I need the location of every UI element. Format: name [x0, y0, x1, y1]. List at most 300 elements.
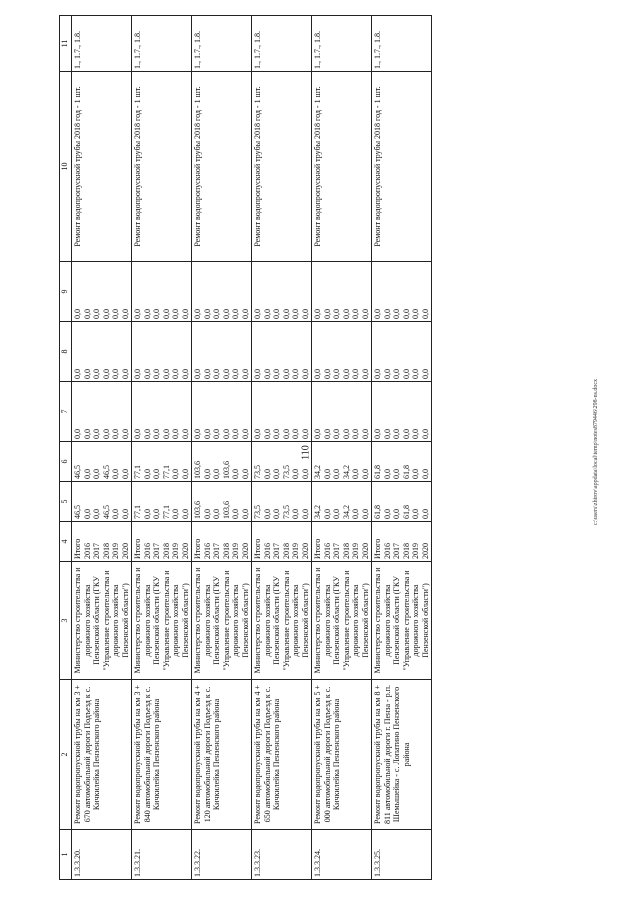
other-sources-cell: [192, 262, 252, 322]
value-line: 0,0: [120, 369, 130, 379]
value-line: 0,0: [92, 509, 101, 519]
value-line: 0,0: [142, 309, 152, 319]
indicator-refs: 1., 1.7., 1.8.: [252, 16, 312, 72]
value-line: 0,0: [82, 429, 92, 439]
value-line: 0,0: [341, 309, 351, 319]
value-line: 2016: [262, 543, 272, 559]
value-line: 46,5: [73, 465, 82, 479]
value-line: 2020: [300, 543, 310, 559]
value-line: 0,0: [240, 309, 250, 319]
value-line: 2019: [231, 543, 240, 559]
years-cell: [132, 522, 192, 562]
value-line: 61,8: [373, 505, 382, 519]
years-cell: [72, 522, 132, 562]
value-line: 0,0: [111, 429, 120, 439]
value-line: 103,6: [221, 501, 231, 519]
value-line: 0,0: [382, 309, 392, 319]
value-line: 0,0: [101, 429, 111, 439]
value-line: 0,0: [411, 509, 420, 519]
col-header: 5: [60, 482, 72, 522]
value-line: 0,0: [152, 509, 161, 519]
value-line: 77,1: [161, 465, 171, 479]
value-line: Итого: [193, 538, 202, 559]
value-line: Итого: [73, 538, 82, 559]
value-line: 0,0: [351, 509, 360, 519]
value-line: 0,0: [133, 369, 142, 379]
value-line: 61,8: [401, 505, 411, 519]
value-line: 0,0: [240, 469, 250, 479]
value-line: 0,0: [82, 469, 92, 479]
value-line: 2019: [411, 543, 420, 559]
value-line: 2019: [111, 543, 120, 559]
total-funding-cell: [192, 482, 252, 522]
value-line: 0,0: [262, 429, 272, 439]
value-line: 0,0: [82, 369, 92, 379]
federal-budget-cell: [192, 382, 252, 442]
value-line: 0,0: [341, 429, 351, 439]
value-line: 0,0: [120, 429, 130, 439]
total-funding-cell: [132, 482, 192, 522]
row-number: 1.3.3.24.: [312, 830, 372, 880]
value-line: 0,0: [180, 369, 190, 379]
indicator-refs: 1., 1.7., 1.8.: [372, 16, 432, 72]
local-budget-cell: [372, 322, 432, 382]
years-cell: [312, 522, 372, 562]
measure-name: Ремонт водопропускной трубы на км 3 + 670 автомобильной дороги Подъезд к с. Кичкилейка Пензенского района: [72, 680, 132, 830]
col-header: 6: [60, 442, 72, 482]
value-line: 0,0: [253, 429, 262, 439]
other-sources-cell: [72, 262, 132, 322]
value-line: 34,2: [341, 505, 351, 519]
indicator-refs: 1., 1.7., 1.8.: [312, 16, 372, 72]
table-row: [72, 16, 132, 880]
local-budget-cell: [132, 322, 192, 382]
local-budget-cell: [192, 322, 252, 382]
value-line: 2018: [401, 543, 411, 559]
value-line: 73,5: [253, 505, 262, 519]
value-line: 46,5: [73, 505, 82, 519]
value-line: 0,0: [322, 309, 332, 319]
col-header: 2: [60, 680, 72, 830]
regional-budget-cell: [192, 442, 252, 482]
value-line: 0,0: [202, 309, 212, 319]
indicator-refs: 1., 1.7., 1.8.: [72, 16, 132, 72]
value-line: 73,5: [253, 465, 262, 479]
value-line: 0,0: [420, 309, 430, 319]
value-line: 0,0: [253, 369, 262, 379]
value-line: 0,0: [240, 509, 250, 519]
value-line: 0,0: [291, 509, 300, 519]
rotated-page-content: [59, 16, 587, 880]
value-line: 0,0: [322, 469, 332, 479]
value-line: 73,5: [281, 505, 291, 519]
header-row: [60, 16, 72, 880]
value-line: 0,0: [382, 509, 392, 519]
local-budget-cell: [252, 322, 312, 382]
value-line: 0,0: [300, 429, 310, 439]
value-line: 0,0: [360, 369, 370, 379]
col-header: 4: [60, 522, 72, 562]
indicator-refs: 1., 1.7., 1.8.: [132, 16, 192, 72]
value-line: 0,0: [212, 429, 221, 439]
federal-budget-cell: [72, 382, 132, 442]
executor: Министерство строительства и дорожного хозяйства Пензенской области (ГКУ "Управление строительства и дорожного хозяйства Пензенской области"): [192, 562, 252, 680]
value-line: 0,0: [411, 429, 420, 439]
value-line: 0,0: [332, 469, 341, 479]
value-line: 0,0: [111, 369, 120, 379]
value-line: 2017: [272, 543, 281, 559]
executor: Министерство строительства и дорожного хозяйства Пензенской области (ГКУ "Управление строительства и дорожного хозяйства Пензенской области"): [252, 562, 312, 680]
other-sources-cell: [312, 262, 372, 322]
value-line: 0,0: [291, 469, 300, 479]
value-line: 0,0: [373, 309, 382, 319]
value-line: 2016: [82, 543, 92, 559]
executor: Министерство строительства и дорожного хозяйства Пензенской области (ГКУ "Управление строительства и дорожного хозяйства Пензенской области"): [372, 562, 432, 680]
value-line: 0,0: [171, 469, 180, 479]
value-line: 0,0: [180, 469, 190, 479]
value-line: 0,0: [392, 369, 401, 379]
value-line: 0,0: [332, 429, 341, 439]
col-header: 1: [60, 830, 72, 880]
indicator-refs: 1., 1.7., 1.8.: [192, 16, 252, 72]
value-line: 2017: [212, 543, 221, 559]
value-line: 0,0: [221, 309, 231, 319]
value-line: 103,6: [193, 461, 202, 479]
value-line: 0,0: [322, 509, 332, 519]
value-line: 0,0: [322, 369, 332, 379]
value-line: 61,8: [373, 465, 382, 479]
value-line: 0,0: [152, 469, 161, 479]
value-line: 2019: [351, 543, 360, 559]
regional-budget-cell: [132, 442, 192, 482]
value-line: 0,0: [212, 509, 221, 519]
value-line: Итого: [133, 538, 142, 559]
value-line: 0,0: [193, 309, 202, 319]
regional-budget-cell: [252, 442, 312, 482]
value-line: 0,0: [360, 469, 370, 479]
value-line: 0,0: [300, 369, 310, 379]
value-line: 103,6: [221, 461, 231, 479]
value-line: 77,1: [133, 465, 142, 479]
expected-result: Ремонт водопропускной трубы 2018 год - 1 шт.: [132, 72, 192, 262]
value-line: 0,0: [180, 309, 190, 319]
value-line: 0,0: [142, 369, 152, 379]
value-line: 0,0: [212, 469, 221, 479]
row-number: 1.3.3.22.: [192, 830, 252, 880]
value-line: 0,0: [231, 309, 240, 319]
value-line: 0,0: [111, 469, 120, 479]
value-line: 0,0: [281, 369, 291, 379]
value-line: 2019: [291, 543, 300, 559]
value-line: 0,0: [202, 469, 212, 479]
value-line: 0,0: [291, 309, 300, 319]
value-line: 34,2: [341, 465, 351, 479]
value-line: 0,0: [322, 429, 332, 439]
value-line: 2018: [281, 543, 291, 559]
federal-budget-cell: [312, 382, 372, 442]
measure-name: Ремонт водопропускной трубы на км 8 + 811 автомобильной дороги г. Пенза - р.п. Шемышейка - с. Лопатино Пензенского района: [372, 680, 432, 830]
value-line: 0,0: [253, 309, 262, 319]
expected-result: Ремонт водопропускной трубы 2018 год - 1 шт.: [312, 72, 372, 262]
value-line: 0,0: [120, 509, 130, 519]
value-line: 0,0: [272, 469, 281, 479]
value-line: 0,0: [262, 469, 272, 479]
years-cell: [372, 522, 432, 562]
value-line: 0,0: [262, 309, 272, 319]
value-line: 34,2: [313, 505, 322, 519]
value-line: 77,1: [133, 505, 142, 519]
value-line: 0,0: [382, 429, 392, 439]
value-line: 0,0: [231, 469, 240, 479]
row-number: 1.3.3.25.: [372, 830, 432, 880]
value-line: 0,0: [392, 509, 401, 519]
value-line: 0,0: [392, 309, 401, 319]
regional-budget-cell: [72, 442, 132, 482]
value-line: 0,0: [420, 509, 430, 519]
col-header: 11: [60, 16, 72, 72]
value-line: 0,0: [351, 309, 360, 319]
value-line: 0,0: [212, 309, 221, 319]
federal-budget-cell: [132, 382, 192, 442]
value-line: 0,0: [202, 509, 212, 519]
footer-file-path: c:\users\zhirov\appdata\local\temp\notes879446\298-ns.docx: [593, 378, 599, 526]
value-line: 0,0: [73, 309, 82, 319]
years-cell: [192, 522, 252, 562]
value-line: 0,0: [111, 309, 120, 319]
value-line: 0,0: [360, 429, 370, 439]
value-line: 0,0: [92, 309, 101, 319]
row-number: 1.3.3.20.: [72, 830, 132, 880]
regional-budget-cell: [372, 442, 432, 482]
executor: Министерство строительства и дорожного хозяйства Пензенской области (ГКУ "Управление строительства и дорожного хозяйства Пензенской области"): [312, 562, 372, 680]
table-row: [132, 16, 192, 880]
value-line: 0,0: [332, 369, 341, 379]
value-line: 0,0: [401, 309, 411, 319]
value-line: 2020: [360, 543, 370, 559]
regional-budget-cell: [312, 442, 372, 482]
measure-name: Ремонт водопропускной трубы на км 4 + 120 автомобильной дороги Подъезд к с. Кичкилейка Пензенского района: [192, 680, 252, 830]
value-line: 2016: [382, 543, 392, 559]
value-line: 0,0: [313, 429, 322, 439]
value-line: 0,0: [262, 369, 272, 379]
value-line: 2018: [341, 543, 351, 559]
value-line: 2020: [420, 543, 430, 559]
value-line: 61,8: [401, 465, 411, 479]
value-line: 0,0: [360, 509, 370, 519]
value-line: 0,0: [73, 369, 82, 379]
value-line: 77,1: [161, 505, 171, 519]
years-cell: [252, 522, 312, 562]
value-line: 0,0: [411, 309, 420, 319]
value-line: 2020: [240, 543, 250, 559]
value-line: 0,0: [332, 509, 341, 519]
value-line: 0,0: [373, 369, 382, 379]
value-line: 0,0: [142, 429, 152, 439]
value-line: 0,0: [73, 429, 82, 439]
value-line: 0,0: [152, 309, 161, 319]
value-line: 0,0: [401, 429, 411, 439]
executor: Министерство строительства и дорожного хозяйства Пензенской области (ГКУ "Управление строительства и дорожного хозяйства Пензенской области"): [132, 562, 192, 680]
value-line: 0,0: [300, 509, 310, 519]
value-line: 2018: [161, 543, 171, 559]
value-line: 0,0: [101, 369, 111, 379]
value-line: 0,0: [92, 369, 101, 379]
value-line: 103,6: [193, 501, 202, 519]
value-line: 0,0: [161, 369, 171, 379]
value-line: 0,0: [82, 309, 92, 319]
value-line: 2017: [392, 543, 401, 559]
total-funding-cell: [372, 482, 432, 522]
value-line: 0,0: [202, 429, 212, 439]
value-line: 0,0: [221, 429, 231, 439]
value-line: 0,0: [401, 369, 411, 379]
expected-result: Ремонт водопропускной трубы 2018 год - 1 шт.: [372, 72, 432, 262]
value-line: 2016: [202, 543, 212, 559]
table-row: [312, 16, 372, 880]
value-line: 0,0: [240, 369, 250, 379]
value-line: Итого: [253, 538, 262, 559]
value-line: 0,0: [392, 429, 401, 439]
value-line: 0,0: [262, 509, 272, 519]
federal-budget-cell: [252, 382, 312, 442]
value-line: 0,0: [382, 469, 392, 479]
value-line: 0,0: [411, 369, 420, 379]
local-budget-cell: [72, 322, 132, 382]
value-line: 0,0: [193, 429, 202, 439]
value-line: 2016: [142, 543, 152, 559]
value-line: 2017: [92, 543, 101, 559]
value-line: 2018: [101, 543, 111, 559]
value-line: 0,0: [272, 429, 281, 439]
value-line: 0,0: [300, 469, 310, 479]
value-line: 0,0: [382, 369, 392, 379]
value-line: 0,0: [92, 429, 101, 439]
table-row: [372, 16, 432, 880]
value-line: 0,0: [161, 429, 171, 439]
expected-result: Ремонт водопропускной трубы 2018 год - 1 шт.: [192, 72, 252, 262]
value-line: 2019: [171, 543, 180, 559]
value-line: 0,0: [101, 309, 111, 319]
value-line: 0,0: [171, 509, 180, 519]
value-line: 2017: [332, 543, 341, 559]
executor: Министерство строительства и дорожного хозяйства Пензенской области (ГКУ "Управление строительства и дорожного хозяйства Пензенской области"): [72, 562, 132, 680]
value-line: 0,0: [272, 369, 281, 379]
value-line: 0,0: [411, 469, 420, 479]
measure-name: Ремонт водопропускной трубы на км 3 + 840 автомобильной дороги Подъезд к с. Кичкилейка Пензенского района: [132, 680, 192, 830]
value-line: 0,0: [332, 309, 341, 319]
value-line: 0,0: [142, 509, 152, 519]
value-line: 0,0: [351, 429, 360, 439]
value-line: 0,0: [272, 509, 281, 519]
other-sources-cell: [132, 262, 192, 322]
measure-name: Ремонт водопропускной трубы на км 5 + 000 автомобильной дороги Подъезд к с. Кичкилейка Пензенского района: [312, 680, 372, 830]
value-line: 0,0: [82, 509, 92, 519]
value-line: Итого: [313, 538, 322, 559]
other-sources-cell: [372, 262, 432, 322]
value-line: 0,0: [202, 369, 212, 379]
value-line: 0,0: [221, 369, 231, 379]
value-line: 0,0: [281, 429, 291, 439]
value-line: 0,0: [360, 309, 370, 319]
col-header: 9: [60, 262, 72, 322]
total-funding-cell: [252, 482, 312, 522]
value-line: 0,0: [161, 309, 171, 319]
total-funding-cell: [312, 482, 372, 522]
other-sources-cell: [252, 262, 312, 322]
value-line: 0,0: [193, 369, 202, 379]
value-line: 0,0: [281, 309, 291, 319]
value-line: 0,0: [272, 309, 281, 319]
table-row: [252, 16, 312, 880]
value-line: 0,0: [120, 309, 130, 319]
value-line: 0,0: [120, 469, 130, 479]
value-line: 0,0: [171, 429, 180, 439]
federal-budget-cell: [372, 382, 432, 442]
value-line: 0,0: [291, 369, 300, 379]
value-line: 0,0: [180, 509, 190, 519]
col-header: 10: [60, 72, 72, 262]
value-line: 0,0: [313, 369, 322, 379]
value-line: 0,0: [231, 429, 240, 439]
value-line: 0,0: [392, 469, 401, 479]
value-line: 0,0: [231, 509, 240, 519]
value-line: 0,0: [180, 429, 190, 439]
table-body: [72, 16, 432, 880]
value-line: 0,0: [420, 469, 430, 479]
page-number: 110: [300, 445, 312, 460]
value-line: 0,0: [212, 369, 221, 379]
value-line: 0,0: [92, 469, 101, 479]
value-line: 0,0: [240, 429, 250, 439]
value-line: 34,2: [313, 465, 322, 479]
value-line: 2018: [221, 543, 231, 559]
expected-result: Ремонт водопропускной трубы 2018 год - 1 шт.: [252, 72, 312, 262]
value-line: 0,0: [351, 469, 360, 479]
value-line: 46,5: [101, 465, 111, 479]
total-funding-cell: [72, 482, 132, 522]
table-row: [192, 16, 252, 880]
value-line: 0,0: [300, 309, 310, 319]
value-line: 0,0: [313, 309, 322, 319]
col-header: 3: [60, 562, 72, 680]
value-line: 0,0: [152, 369, 161, 379]
value-line: 0,0: [351, 369, 360, 379]
value-line: 0,0: [133, 309, 142, 319]
value-line: 2020: [180, 543, 190, 559]
expected-result: Ремонт водопропускной трубы 2018 год - 1 шт.: [72, 72, 132, 262]
value-line: 0,0: [420, 429, 430, 439]
value-line: 0,0: [171, 369, 180, 379]
value-line: 0,0: [133, 429, 142, 439]
value-line: 0,0: [111, 509, 120, 519]
program-table: [59, 15, 432, 880]
value-line: 73,5: [281, 465, 291, 479]
row-number: 1.3.3.23.: [252, 830, 312, 880]
value-line: 2016: [322, 543, 332, 559]
row-number: 1.3.3.21.: [132, 830, 192, 880]
value-line: 0,0: [373, 429, 382, 439]
col-header: 8: [60, 322, 72, 382]
local-budget-cell: [312, 322, 372, 382]
value-line: 0,0: [171, 309, 180, 319]
value-line: 0,0: [142, 469, 152, 479]
value-line: 2020: [120, 543, 130, 559]
measure-name: Ремонт водопропускной трубы на км 4 + 650 автомобильной дороги Подъезд к с. Кичкилейка Пензенского района: [252, 680, 312, 830]
value-line: 2017: [152, 543, 161, 559]
value-line: 46,5: [101, 505, 111, 519]
col-header: 7: [60, 382, 72, 442]
value-line: Итого: [373, 538, 382, 559]
